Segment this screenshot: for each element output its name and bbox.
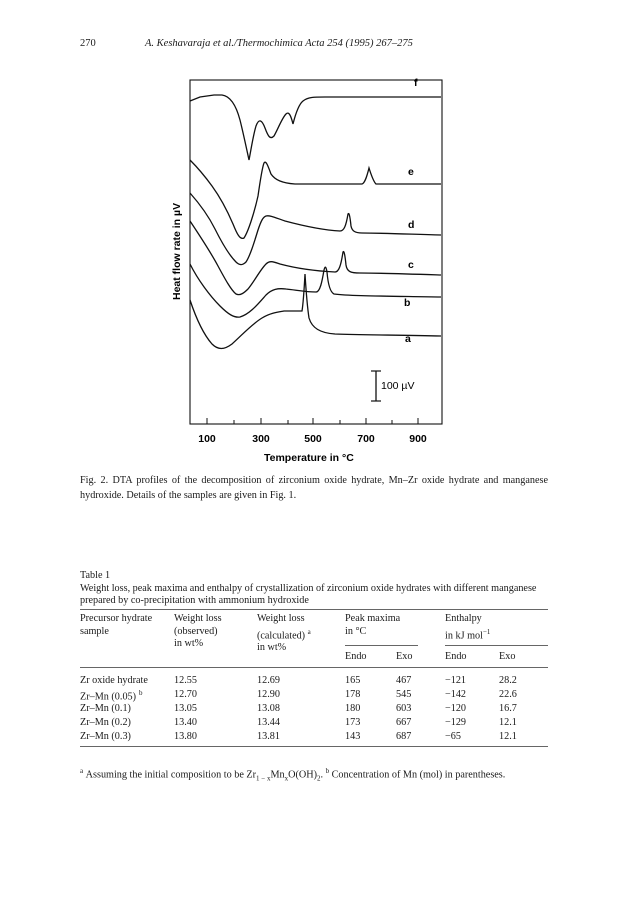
table-cell-sample: Zr–Mn (0.2) (80, 717, 131, 728)
scale-bar-label: 100 µV (381, 380, 415, 392)
table-cell-wl-calc: 12.90 (257, 689, 280, 700)
header-col3: Weight loss (calculated) $^a$ in wt% (257, 613, 311, 654)
header-col2: Weight loss (observed) in wt% (174, 613, 222, 649)
table-cell-h-exo: 12.1 (499, 717, 517, 728)
table-cell-exo: 545 (396, 689, 412, 700)
table-cell-endo: 180 (345, 703, 361, 714)
x-tick-label: 300 (252, 433, 270, 445)
curve-a (190, 274, 441, 349)
page-number: 270 (80, 38, 96, 49)
footnote-b: Concentration of Mn (mol) in parentheses. (331, 769, 506, 781)
curve-label-a: a (405, 333, 411, 345)
table-cell-h-exo: 16.7 (499, 703, 517, 714)
x-tick-label: 100 (198, 433, 216, 445)
table-cell-sample: Zr oxide hydrate (80, 675, 148, 686)
table-cell-endo: 143 (345, 731, 361, 742)
table-cell-sample: Zr–Mn (0.1) (80, 703, 131, 714)
header-bottom-rule (80, 667, 548, 668)
table-cell-h-exo: 22.6 (499, 689, 517, 700)
subheader-peak-endo: Endo (345, 651, 367, 662)
figure-caption: Fig. 2. DTA profiles of the decomposition of zirconium oxide hydrate, Mn–Zr oxide hydrate and manganese hydroxide. Details of the samples are given in Fig. 1. (80, 475, 548, 501)
table-cell-wl-obs: 13.40 (174, 717, 197, 728)
table-bottom-rule (80, 746, 548, 747)
peak-subheader-rule (345, 645, 418, 646)
table-cell-exo: 603 (396, 703, 412, 714)
curve-label-e: e (408, 166, 414, 178)
footnote-b-mark: b (325, 767, 330, 775)
table-cell-wl-calc: 13.44 (257, 717, 280, 728)
subheader-enthalpy-exo: Exo (499, 651, 516, 662)
running-title: A. Keshavaraja et al./Thermochimica Acta 254 (1995) 267–275 (145, 38, 413, 49)
x-tick-label: 900 (409, 433, 427, 445)
table-cell-endo: 173 (345, 717, 361, 728)
table-cell-wl-obs: 13.05 (174, 703, 197, 714)
table-cell-exo: 467 (396, 675, 412, 686)
table-cell-h-endo: −129 (445, 717, 467, 728)
table-cell-h-endo: −121 (445, 675, 467, 686)
table-cell-wl-calc: 13.08 (257, 703, 280, 714)
curve-label-c: c (408, 259, 414, 271)
header-col4: Peak maxima in °C (345, 613, 401, 637)
curve-label-b: b (404, 297, 411, 309)
header-col5: Enthalpy in kJ mol$^{-1}$ (445, 613, 491, 641)
curve-e (190, 160, 441, 238)
table-cell-exo: 687 (396, 731, 412, 742)
subheader-enthalpy-endo: Endo (445, 651, 467, 662)
table-cell-wl-calc: 13.81 (257, 731, 280, 742)
table-title: Weight loss, peak maxima and enthalpy of crystallization of zirconium oxide hydrates with different manganese prepared by co-precipitation with ammonium hydroxide (80, 582, 537, 606)
table-cell-endo: 178 (345, 689, 361, 700)
curve-b (190, 264, 441, 317)
curve-label-d: d (408, 219, 415, 231)
subheader-peak-exo: Exo (396, 651, 413, 662)
curve-label-f: f (414, 77, 418, 89)
table-heading (80, 570, 550, 608)
table-number: Table 1 (80, 570, 111, 581)
table-cell-wl-obs: 13.80 (174, 731, 197, 742)
x-axis-label: Temperature in °C (264, 452, 354, 464)
table-cell-wl-obs: 12.70 (174, 689, 197, 700)
header-col1: Precursor hydrate sample (80, 613, 153, 637)
table-cell-sample: Zr–Mn (0.05) $^b$ (80, 689, 143, 703)
curve-d (190, 193, 441, 265)
x-tick-label: 700 (357, 433, 375, 445)
footnote-a: Assuming the initial composition to be Zr (85, 769, 256, 781)
table-cell-h-endo: −142 (445, 689, 467, 700)
enthalpy-subheader-rule (445, 645, 548, 646)
table-cell-exo: 667 (396, 717, 412, 728)
curve-c (190, 221, 441, 295)
table-footnotes: $^a$ Assuming the initial composition to be $Zr_{1 - x}Mn_xO(OH)_2$. $^b$ Concentration of Mn (mol) in parentheses. (80, 767, 506, 783)
table-cell-h-exo: 28.2 (499, 675, 517, 686)
x-tick-label: 500 (304, 433, 322, 445)
table-cell-h-endo: −65 (445, 731, 461, 742)
table-cell-h-exo: 12.1 (499, 731, 517, 742)
table-cell-h-endo: −120 (445, 703, 467, 714)
table-cell-endo: 165 (345, 675, 361, 686)
footnote-a-mark: a (80, 767, 84, 775)
table-top-rule (80, 609, 548, 610)
table-cell-sample: Zr–Mn (0.3) (80, 731, 131, 742)
table-cell-wl-calc: 12.69 (257, 675, 280, 686)
table-cell-wl-obs: 12.55 (174, 675, 197, 686)
curve-f (190, 95, 441, 160)
x-axis-ticks (198, 418, 427, 445)
y-axis-label: Heat flow rate in µV (171, 202, 183, 300)
